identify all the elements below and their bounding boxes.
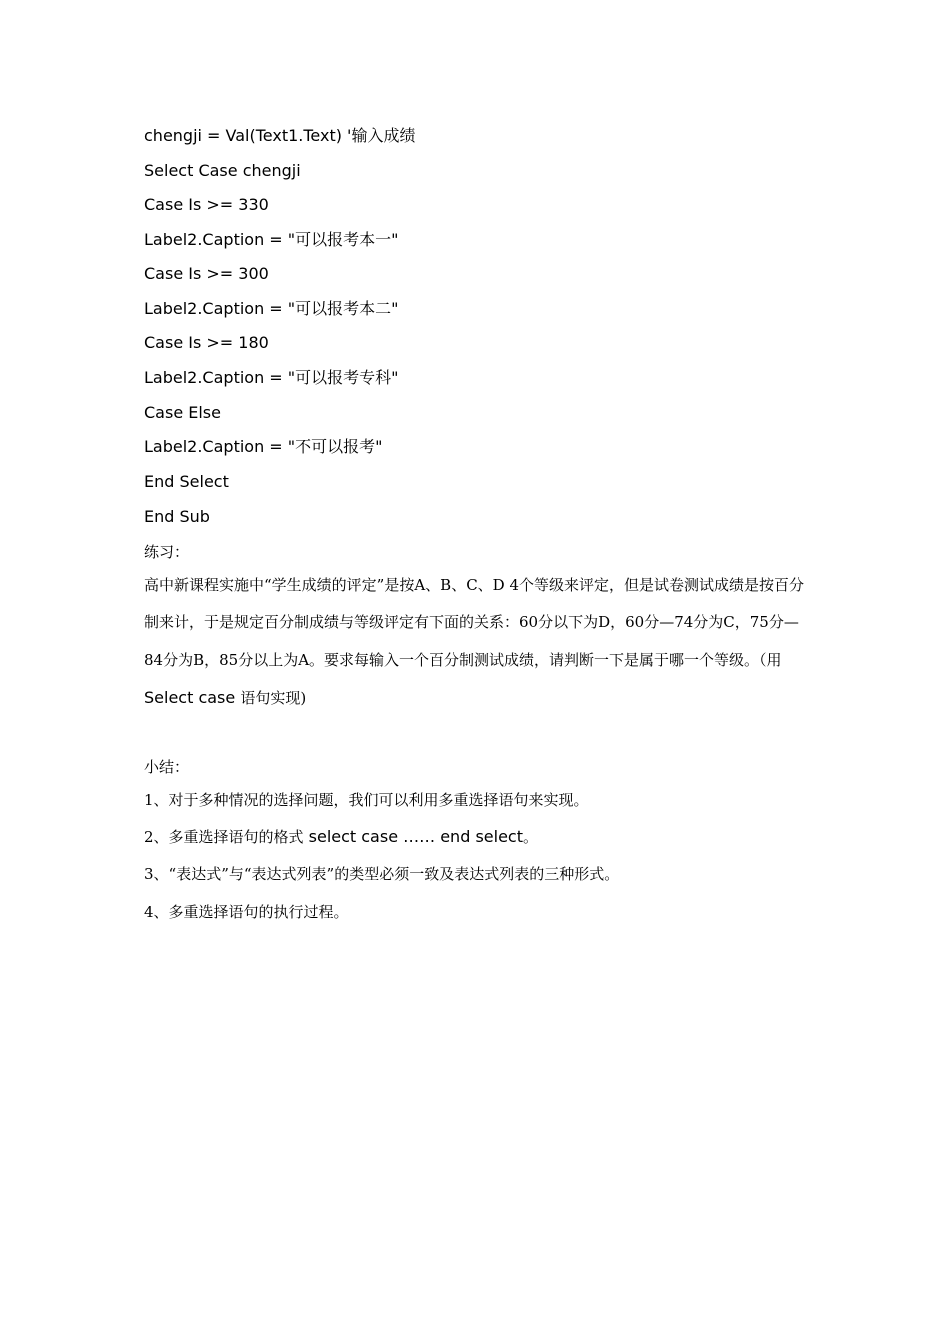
- summary-item-2-prefix: 2、多重选择语句的格式: [144, 828, 304, 846]
- code-line-10: Label2.Caption = "不可以报考": [144, 437, 383, 456]
- code-line-11: End Select: [144, 472, 229, 491]
- document-page: [144, 0, 814, 1344]
- code-line-6: Label2.Caption = "可以报考本二": [144, 299, 399, 318]
- code-line-1: chengji = Val(Text1.Text) '输入成绩: [144, 126, 416, 145]
- summary-item-4: 4、多重选择语句的执行过程。: [144, 903, 349, 921]
- exercise-text-part1: 高中新课程实施中“学生成绩的评定”是按A、B、C、D 4个等级来评定，但是试卷测试成绩是按百分制来计，于是规定百分制成绩与等级评定有下面的关系：60分以下为D，60分—74分为C，75分—84分为B，85分以上为A。要求每输入一个百分制测试成绩，请判断一下是属于哪一个等级。（用: [144, 576, 805, 669]
- summary-item-1: 1、对于多种情况的选择问题，我们可以利用多重选择语句来实现。: [144, 791, 589, 809]
- exercise-text-code: Select case: [144, 688, 241, 707]
- code-line-9: Case Else: [144, 403, 221, 422]
- code-line-3: Case Is >= 330: [144, 195, 269, 214]
- exercise-heading: 练习：: [144, 543, 190, 561]
- code-line-5: Case Is >= 300: [144, 264, 269, 283]
- summary-heading: 小结：: [144, 758, 190, 776]
- code-line-7: Case Is >= 180: [144, 333, 269, 352]
- code-line-2: Select Case chengji: [144, 161, 301, 180]
- code-line-4: Label2.Caption = "可以报考本一": [144, 230, 399, 249]
- summary-item-3: 3、“表达式”与“表达式列表”的类型必须一致及表达式列表的三种形式。: [144, 865, 620, 883]
- exercise-text-part2: 语句实现): [240, 689, 307, 707]
- code-line-12: End Sub: [144, 507, 210, 526]
- summary-item-2: [144, 827, 538, 847]
- code-line-8: Label2.Caption = "可以报考专科": [144, 368, 399, 387]
- summary-item-2-code: select case …… end select: [303, 827, 523, 846]
- summary-item-2-suffix: 。: [522, 828, 538, 846]
- exercise-paragraph: [144, 567, 810, 717]
